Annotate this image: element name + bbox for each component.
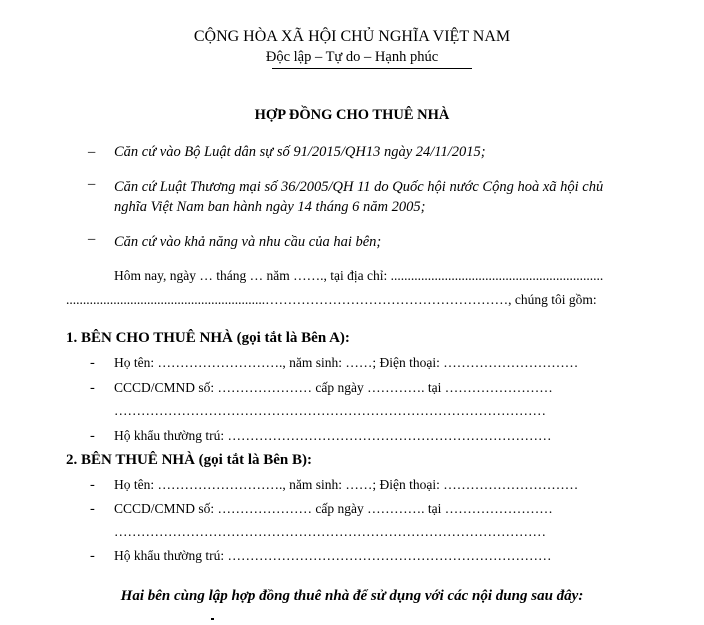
basis-commercial-law: Căn cứ Luật Thương mại số 36/2005/QH 11 do Quốc hội nước Cộng hoà xã hội chủ — [114, 179, 604, 195]
basis-commercial-law-cont: nghĩa Việt Nam ban hành ngày 14 tháng 6 năm 2005; — [114, 199, 426, 215]
intro-date-address: Hôm nay, ngày … tháng … năm ……., tại địa chỉ: ............................................................... — [114, 268, 604, 283]
party-b-heading: 2. BÊN THUÊ NHÀ (gọi tắt là Bên B): — [66, 452, 312, 468]
country-header: CỘNG HÒA XÃ HỘI CHỦ NGHĨA VIỆT NAM — [193, 28, 511, 45]
basis-capacity: Căn cứ vào khả năng và nhu cầu của hai bên; — [114, 234, 382, 250]
party-a-id-line: CCCD/CMND số: ………………… cấp ngày …………. tại …………………… — [114, 380, 553, 395]
contract-title: HỢP ĐỒNG CHO THUÊ NHÀ — [254, 107, 450, 123]
bullet-dash: - — [90, 428, 95, 444]
bullet-dash: - — [90, 355, 95, 371]
party-a-name-line: Họ tên: ………………………., năm sinh: ……; Điện thoại: ………………………… — [114, 355, 579, 370]
bullet-dash: – — [88, 176, 96, 192]
basis-civil-code: Căn cứ vào Bộ Luật dân sự số 91/2015/QH13 ngày 24/11/2015; — [114, 144, 486, 160]
party-b-name-line: Họ tên: ………………………., năm sinh: ……; Điện thoại: ………………………… — [114, 477, 579, 492]
intro-continuation: ...........................................................………………………………………………, chúng tôi gồm: — [66, 292, 597, 307]
bullet-dash: – — [88, 231, 96, 247]
bullet-dash: - — [90, 477, 95, 493]
agreement-statement: Hai bên cùng lập hợp đồng thuê nhà để sử dụng với các nội dung sau đây: — [120, 588, 584, 604]
party-a-heading: 1. BÊN CHO THUÊ NHÀ (gọi tắt là Bên A): — [66, 330, 350, 346]
bullet-dash: - — [90, 548, 95, 564]
motto: Độc lập – Tự do – Hạnh phúc — [265, 49, 439, 65]
party-a-residence-line: Hộ khẩu thường trú: ……………………………………………………………… — [114, 428, 552, 443]
party-b-id-line: CCCD/CMND số: ………………… cấp ngày …………. tại …………………… — [114, 501, 553, 516]
party-a-id-continuation: …………………………………………………………………………………… — [114, 403, 546, 418]
motto-underline — [272, 68, 472, 69]
party-b-residence-line: Hộ khẩu thường trú: ……………………………………………………………… — [114, 548, 552, 563]
party-b-id-continuation: …………………………………………………………………………………… — [114, 524, 546, 539]
bullet-dash: - — [90, 501, 95, 517]
bullet-dash: - — [90, 380, 95, 396]
bullet-dash: – — [88, 144, 96, 160]
page-mark — [211, 618, 214, 620]
